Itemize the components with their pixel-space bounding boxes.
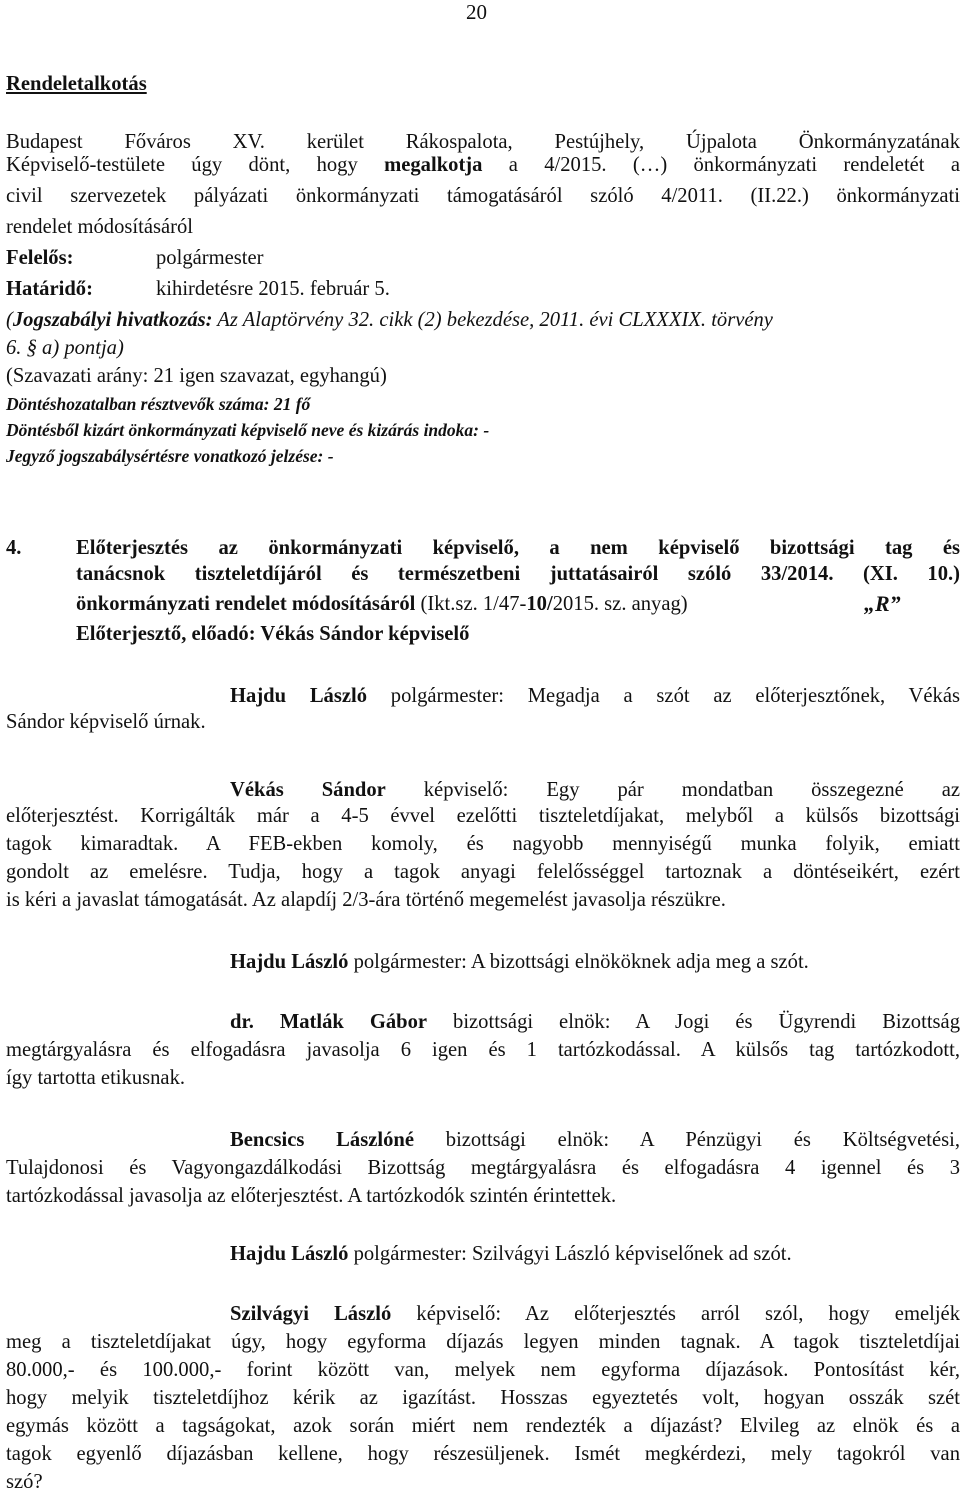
- paragraph-2-line-5: is kéri a javaslat támogatását. Az alapdíj 2/3-ára történő megemelést javasolja részükre.: [6, 889, 726, 911]
- legal-reference-line-2: 6. § a) pontja): [6, 337, 124, 359]
- resolution-line-4: rendelet módosításáról: [6, 216, 194, 238]
- speaker-name: Hajdu László: [230, 685, 368, 707]
- paragraph-7-line-2: meg a tiszteletdíjakat úgy, hogy egyforma díjazás legyen minden tagnak. A tagok tiszteletdíjai: [6, 1331, 960, 1353]
- paragraph-2-line-1: Vékás Sándor képviselő: Egy pár mondatban összegezné az: [230, 779, 960, 801]
- agenda-title-line-2: tanácsnok tiszteletdíjáról és természetbeni juttatásairól szóló 33/2014. (XI. 10.): [76, 563, 960, 585]
- speaker-name: Bencsics Lászlóné: [230, 1129, 414, 1151]
- agenda-title-line-1: Előterjesztés az önkormányzati képviselő, a nem képviselő bizottsági tag és: [76, 537, 960, 559]
- regulation-mark: „R”: [864, 591, 901, 616]
- paragraph-7-line-7: szó?: [6, 1471, 43, 1493]
- legal-reference-line-1: (Jogszabályi hivatkozás: Az Alaptörvény 32. cikk (2) bekezdése, 2011. évi CLXXXIX. törvény: [6, 309, 773, 331]
- paragraph-5-line-1: Bencsics Lászlóné bizottsági elnök: A Pénzügyi és Költségvetési,: [230, 1129, 960, 1151]
- speaker-name: Matlák Gábor: [253, 1011, 428, 1033]
- paragraph-4-line-3: így tartotta etikusnak.: [6, 1067, 186, 1089]
- deadline-value: kihirdetésre 2015. február 5.: [156, 278, 390, 300]
- deadline-row: [6, 277, 390, 301]
- speaker-name: Hajdu László: [230, 1243, 349, 1265]
- speaker-name: Szilvágyi László: [230, 1303, 392, 1325]
- deadline-label: Határidő:: [6, 278, 93, 300]
- paragraph-5-line-3: tartózkodással javasolja az előterjesztést. A tartózkodók szintén érintettek.: [6, 1185, 617, 1207]
- paragraph-4-line-1: dr. Matlák Gábor bizottsági elnök: A Jogi és Ügyrendi Bizottság: [230, 1011, 960, 1033]
- speaker-name: Vékás Sándor: [230, 779, 386, 801]
- paragraph-2-line-2: előterjesztést. Korrigálták már a 4-5 évvel ezelőtti tiszteletdíjakat, melyből a külsős bizottsági: [6, 805, 960, 827]
- responsible-value: polgármester: [156, 247, 264, 269]
- vote-ratio: (Szavazati arány: 21 igen szavazat, egyhangú): [6, 365, 387, 387]
- paragraph-2-line-3: tagok kimaradtak. A FEB-ekben komoly, és nagyobb mennyiségű munka folyik, emiatt: [6, 833, 960, 855]
- paragraph-3-line-1: Hajdu László polgármester: A bizottsági elnököknek adja meg a szót.: [230, 951, 809, 973]
- paragraph-7-line-6: tagok egyenlő díjazásban kellene, hogy részesüljenek. Ismét megkérdezi, mely tagokról van: [6, 1443, 960, 1465]
- agenda-presenter: Előterjesztő, előadó: Vékás Sándor képviselő: [76, 623, 470, 645]
- section-heading: Rendeletalkotás: [6, 73, 147, 95]
- resolution-line-2: Képviselő-testülete úgy dönt, hogy megalkotja a 4/2015. (…) önkormányzati rendeletét a: [6, 154, 960, 176]
- participants-count: Döntéshozatalban résztvevők száma: 21 fő: [6, 394, 311, 414]
- speaker-name: Hajdu László: [230, 951, 349, 973]
- paragraph-7-line-4: hogy melyik tiszteletdíjhoz kérik az igazítást. Hosszas egyeztetés volt, hogyan osszák szét: [6, 1387, 960, 1409]
- notary-note: Jegyző jogszabálysértésre vonatkozó jelzése: -: [6, 446, 334, 466]
- excluded-members: Döntésből kizárt önkormányzati képviselő neve és kizárás indoka: -: [6, 420, 490, 440]
- paragraph-7-line-1: Szilvágyi László képviselő: Az előterjesztés arról szól, hogy emeljék: [230, 1303, 960, 1325]
- resolution-line-1: Budapest Főváros XV. kerület Rákospalota, Pestújhely, Újpalota Önkormányzatának: [6, 131, 960, 153]
- paragraph-2-line-4: gondolt az emelésre. Tudja, hogy a tagok anyagi felelősséggel tartoznak a döntéseikért, ezért: [6, 861, 960, 883]
- page-number: 20: [466, 0, 487, 24]
- paragraph-5-line-2: Tulajdonosi és Vagyongazdálkodási Bizottság megtárgyalásra és elfogadásra 4 igennel és 3: [6, 1157, 960, 1179]
- paragraph-6-line-1: Hajdu László polgármester: Szilvágyi László képviselőnek ad szót.: [230, 1243, 792, 1265]
- resolution-line-3: civil szervezetek pályázati önkormányzati támogatásáról szóló 4/2011. (II.22.) önkormányzati: [6, 185, 960, 207]
- paragraph-1-line-1: Hajdu László polgármester: Megadja a szót az előterjesztőnek, Vékás: [230, 685, 960, 707]
- paragraph-1-line-2: Sándor képviselő úrnak.: [6, 711, 206, 733]
- paragraph-7-line-3: 80.000,- és 100.000,- forint között van, melyek nem egyforma díjazások. Pontosítást kér,: [6, 1359, 960, 1381]
- agenda-title-line-3: önkormányzati rendelet módosításáról (Ikt.sz. 1/47-10/2015. sz. anyag): [76, 593, 688, 615]
- responsible-row: [6, 246, 264, 270]
- paragraph-7-line-5: egymás között a tagságokat, azok során miért nem rendezték a díjazást? Elvileg az elnök és a: [6, 1415, 960, 1437]
- paragraph-4-line-2: megtárgyalásra és elfogadásra javasolja 6 igen és 1 tartózkodással. A külsős tag tartózkodott,: [6, 1039, 960, 1061]
- agenda-number: 4.: [6, 537, 22, 559]
- responsible-label: Felelős:: [6, 247, 74, 269]
